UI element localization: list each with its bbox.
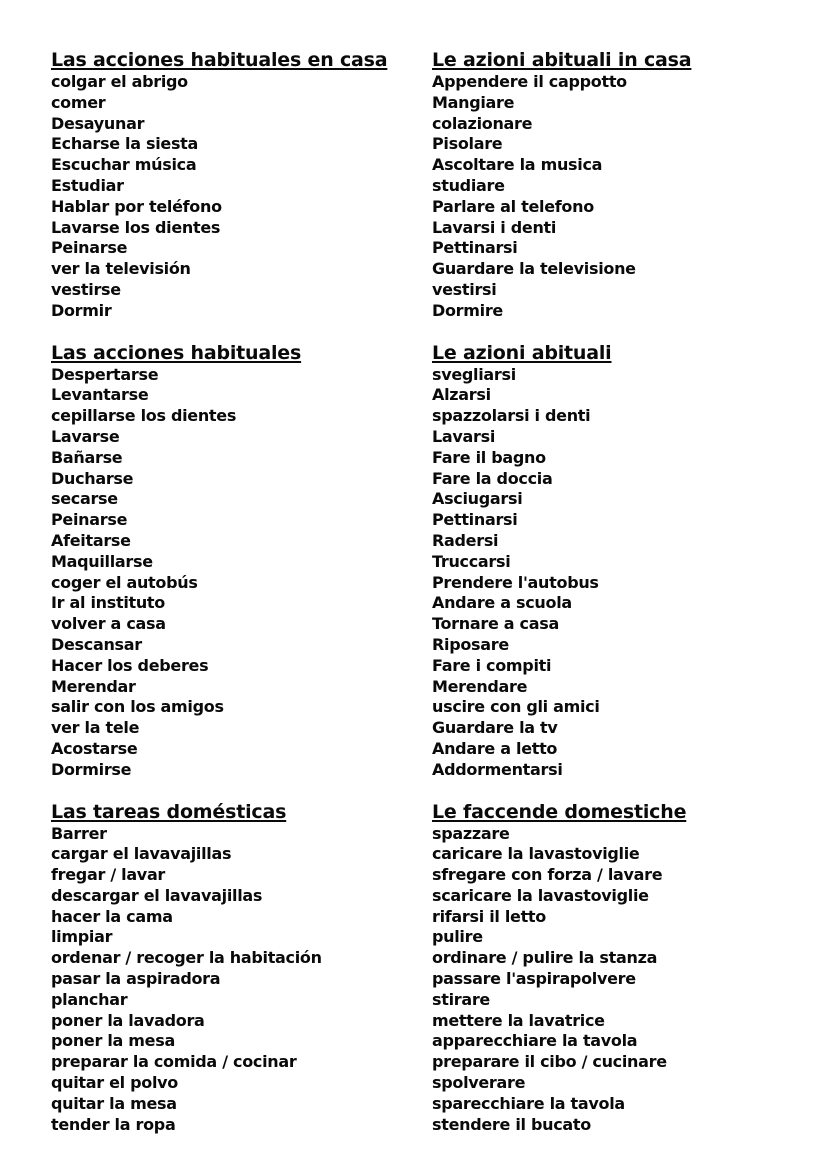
vocab-item: stendere il bucato xyxy=(432,1114,591,1134)
vocab-item: poner la lavadora xyxy=(51,1010,205,1030)
vocab-item: Acostarse xyxy=(51,738,138,758)
vocab-item: Lavarse los dientes xyxy=(51,217,221,237)
vocab-item: Pettinarsi xyxy=(432,238,518,258)
vocab-item: Maquillarse xyxy=(51,551,153,571)
vocab-item: comer xyxy=(51,92,106,112)
vocab-list xyxy=(432,365,812,781)
vocab-item: Fare il bagno xyxy=(432,447,546,467)
vocab-item: Hablar por teléfono xyxy=(51,196,222,216)
vocab-item: ordenar / recoger la habitación xyxy=(51,948,322,968)
vocab-item: Dormir xyxy=(51,300,112,320)
vocab-item: Ducharse xyxy=(51,468,134,488)
vocab-list xyxy=(51,365,411,781)
vocab-item: mettere la lavatrice xyxy=(432,1010,605,1030)
vocab-item: preparar la comida / cocinar xyxy=(51,1052,297,1072)
spanish-column xyxy=(51,48,411,1154)
vocab-item: spolverare xyxy=(432,1073,526,1093)
vocab-item: volver a casa xyxy=(51,614,166,634)
spanish-section-daily-habits xyxy=(51,341,411,781)
vocab-item: spazzare xyxy=(432,823,510,843)
vocab-item: passare l'aspirapolvere xyxy=(432,969,636,989)
vocab-item: Hacer los deberes xyxy=(51,655,209,675)
vocab-item: Levantarse xyxy=(51,385,149,405)
vocab-item: Merendar xyxy=(51,676,136,696)
vocab-item: Dormire xyxy=(432,300,503,320)
vocab-item: Guardare la televisione xyxy=(432,259,636,279)
vocab-item: Despertarse xyxy=(51,364,159,384)
vocab-item: Addormentarsi xyxy=(432,759,563,779)
section-heading: Le azioni abituali xyxy=(432,341,612,364)
vocab-item: Lavarse xyxy=(51,426,120,446)
vocab-item: Lavarsi xyxy=(432,426,496,446)
vocab-item: secarse xyxy=(51,489,118,509)
vocab-item: Desayunar xyxy=(51,113,145,133)
vocab-item: tender la ropa xyxy=(51,1114,176,1134)
vocab-item: svegliarsi xyxy=(432,364,516,384)
italian-column xyxy=(432,48,812,1154)
vocab-item: sfregare con forza / lavare xyxy=(432,865,663,885)
section-heading: Le faccende domestiche xyxy=(432,800,687,823)
vocab-list xyxy=(51,824,411,1136)
vocab-item: vestirsi xyxy=(432,279,497,299)
vocab-item: cepillarse los dientes xyxy=(51,406,237,426)
vocab-item: poner la mesa xyxy=(51,1031,175,1051)
vocab-item: Prendere l'autobus xyxy=(432,572,599,592)
vocab-item: ver la televisión xyxy=(51,259,191,279)
vocab-item: colgar el abrigo xyxy=(51,72,188,91)
vocab-item: Asciugarsi xyxy=(432,489,523,509)
vocab-item: Barrer xyxy=(51,823,107,843)
vocab-item: Peinarse xyxy=(51,238,128,258)
vocab-item: Lavarsi i denti xyxy=(432,217,557,237)
vocab-item: rifarsi il letto xyxy=(432,906,546,926)
vocab-list xyxy=(51,72,411,322)
vocab-item: Appendere il cappotto xyxy=(432,72,627,91)
vocab-item: Afeitarse xyxy=(51,530,131,550)
italian-section-home-habits xyxy=(432,48,812,322)
vocab-item: Pisolare xyxy=(432,134,503,154)
spanish-section-home-habits xyxy=(51,48,411,322)
vocab-list xyxy=(432,824,812,1136)
vocab-item: limpiar xyxy=(51,927,113,947)
vocab-item: caricare la lavastoviglie xyxy=(432,844,640,864)
section-heading: Le azioni abituali in casa xyxy=(432,49,692,71)
vocab-item: Peinarse xyxy=(51,510,128,530)
spanish-section-chores xyxy=(51,800,411,1136)
vocab-item: fregar / lavar xyxy=(51,865,166,885)
vocab-item: quitar la mesa xyxy=(51,1093,177,1113)
vocab-item: Estudiar xyxy=(51,175,124,195)
vocab-item: pulire xyxy=(432,927,483,947)
vocab-item: Pettinarsi xyxy=(432,510,518,530)
italian-section-chores xyxy=(432,800,812,1136)
vocab-item: quitar el polvo xyxy=(51,1073,178,1093)
vocab-item: coger el autobús xyxy=(51,572,198,592)
vocab-item: Fare la doccia xyxy=(432,468,553,488)
section-heading: Las tareas domésticas xyxy=(51,800,287,823)
vocab-item: cargar el lavavajillas xyxy=(51,844,232,864)
vocab-item: apparecchiare la tavola xyxy=(432,1031,638,1051)
vocab-item: sparecchiare la tavola xyxy=(432,1093,625,1113)
vocab-item: Parlare al telefono xyxy=(432,196,594,216)
vocab-item: stirare xyxy=(432,989,490,1009)
vocab-list xyxy=(432,72,812,322)
vocab-item: planchar xyxy=(51,989,128,1009)
vocab-item: vestirse xyxy=(51,279,121,299)
vocab-item: Merendare xyxy=(432,676,528,696)
vocab-item: Truccarsi xyxy=(432,551,511,571)
vocab-item: hacer la cama xyxy=(51,906,173,926)
vocab-item: Escuchar música xyxy=(51,155,197,175)
vocab-item: ver la tele xyxy=(51,718,140,738)
vocab-item: pasar la aspiradora xyxy=(51,969,221,989)
italian-section-daily-habits xyxy=(432,341,812,781)
vocab-item: studiare xyxy=(432,175,505,195)
vocab-item: Radersi xyxy=(432,530,499,550)
section-heading: Las acciones habituales xyxy=(51,341,302,364)
vocab-item: Andare a scuola xyxy=(432,593,572,613)
vocab-item: Echarse la siesta xyxy=(51,134,199,154)
vocab-item: Fare i compiti xyxy=(432,655,552,675)
vocab-item: Tornare a casa xyxy=(432,614,559,634)
vocab-item: uscire con gli amici xyxy=(432,697,600,717)
vocab-item: Ascoltare la musica xyxy=(432,155,603,175)
vocab-item: Alzarsi xyxy=(432,385,491,405)
vocab-item: scaricare la lavastoviglie xyxy=(432,885,649,905)
vocab-item: Descansar xyxy=(51,634,142,654)
vocab-item: Ir al instituto xyxy=(51,593,165,613)
vocab-item: preparare il cibo / cucinare xyxy=(432,1052,667,1072)
vocab-item: Dormirse xyxy=(51,759,132,779)
vocab-item: colazionare xyxy=(432,113,533,133)
section-heading: Las acciones habituales en casa xyxy=(51,49,388,71)
vocab-item: Guardare la tv xyxy=(432,718,558,738)
vocab-item: Mangiare xyxy=(432,92,515,112)
vocab-item: Andare a letto xyxy=(432,738,558,758)
vocab-item: Riposare xyxy=(432,634,509,654)
vocab-item: descargar el lavavajillas xyxy=(51,885,263,905)
vocab-item: salir con los amigos xyxy=(51,697,224,717)
vocab-item: spazzolarsi i denti xyxy=(432,406,591,426)
vocab-item: ordinare / pulire la stanza xyxy=(432,948,658,968)
vocab-item: Bañarse xyxy=(51,447,123,467)
